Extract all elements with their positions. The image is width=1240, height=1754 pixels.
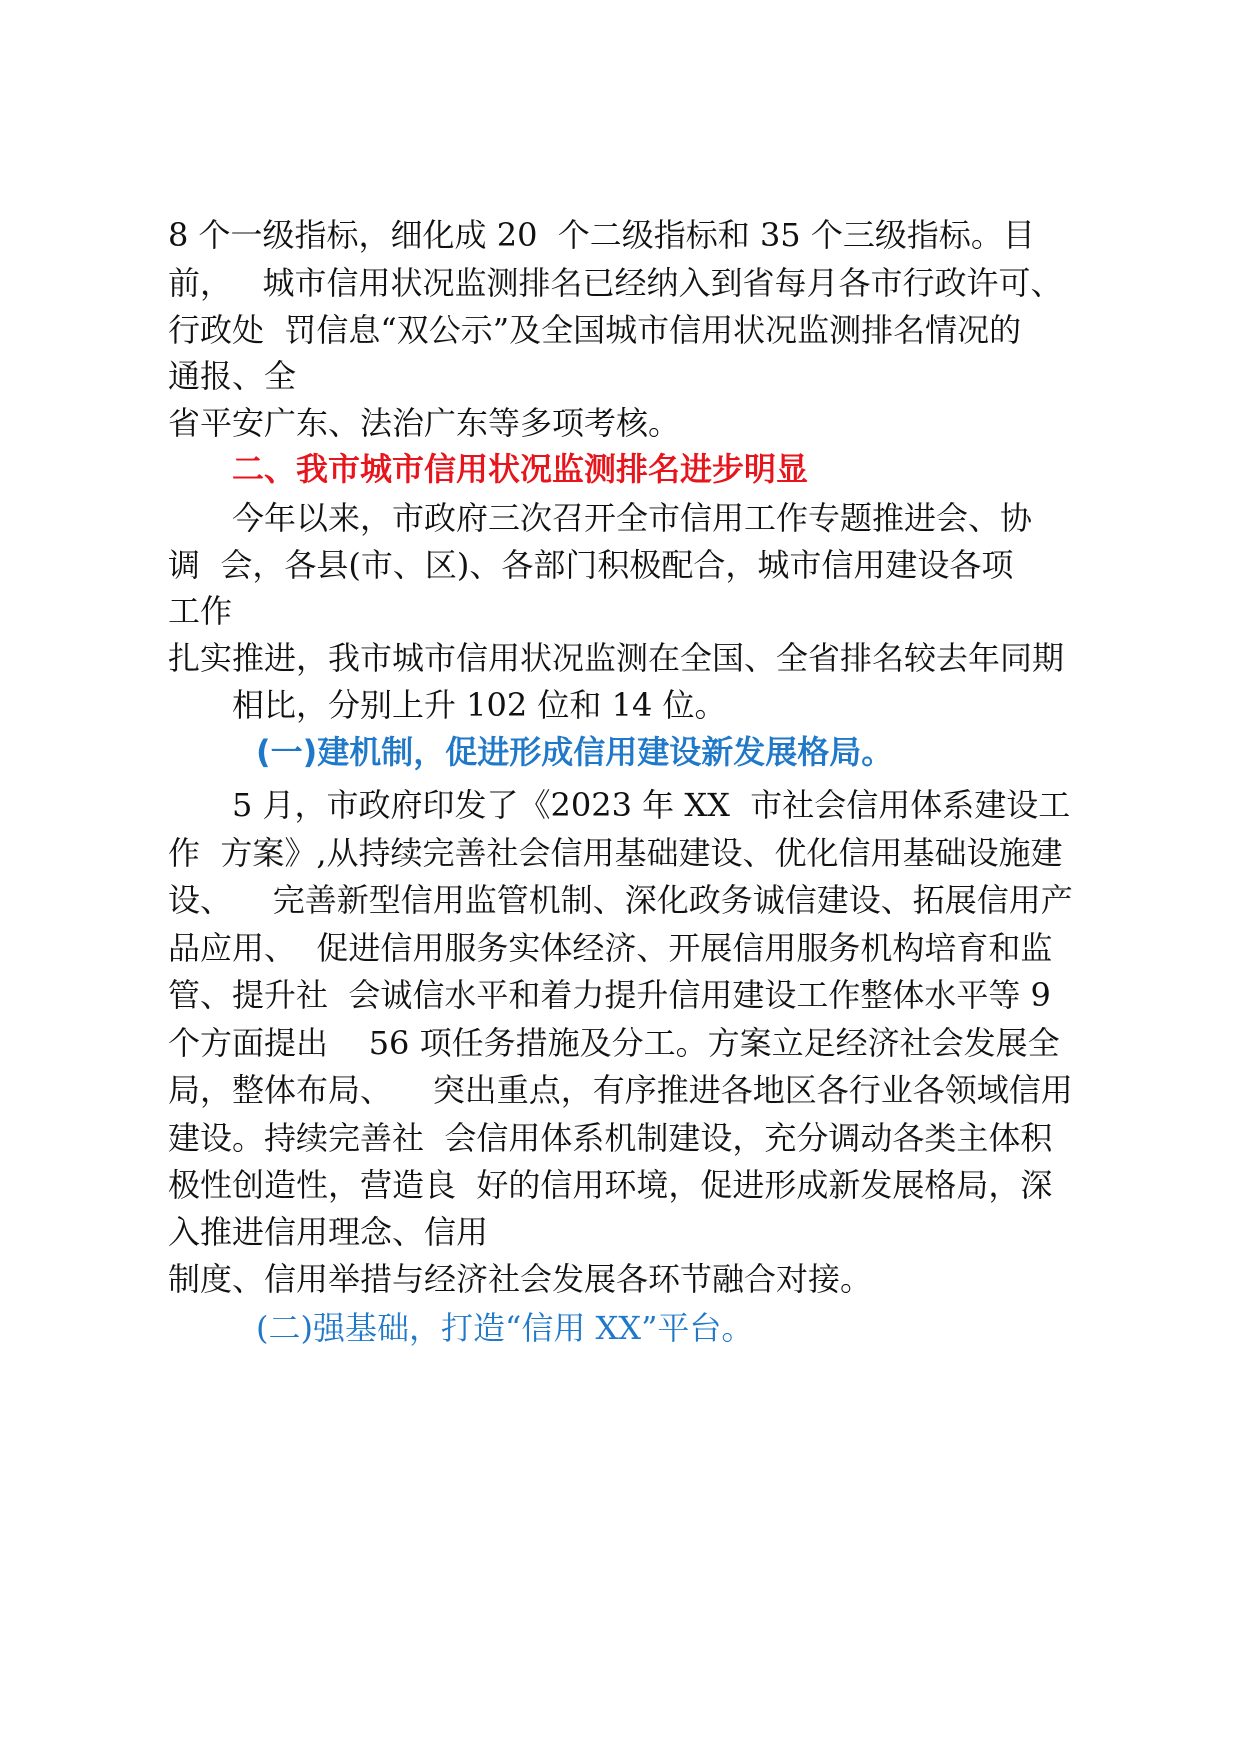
paragraph-line: 品应用、 促进信用服务实体经济、开展信用服务机构培育和监	[168, 929, 1053, 967]
subsection-heading: (一)建机制，促进形成信用建设新发展格局。	[256, 733, 894, 771]
paragraph-line: 工作	[168, 592, 233, 630]
paragraph-line: 行政处 罚信息“双公示”及全国城市信用状况监测排名情况的	[168, 311, 1022, 349]
paragraph-line: 管、提升社 会诚信水平和着力提升信用建设工作整体水平等 9	[168, 976, 1051, 1014]
paragraph-line: 设、 完善新型信用监管机制、深化政务诚信建设、拓展信用产	[168, 881, 1073, 919]
paragraph-line: 调 会，各县(市、区)、各部门积极配合，城市信用建设各项	[168, 546, 1014, 584]
paragraph-line: 前， 城市信用状况监测排名已经纳入到省每月各市行政许可、	[168, 264, 1063, 302]
paragraph-line: 省平安广东、法治广东等多项考核。	[168, 404, 681, 442]
paragraph-line: 作 方案》,从持续完善社会信用基础建设、优化信用基础设施建	[168, 834, 1063, 872]
paragraph-line: 今年以来，市政府三次召开全市信用工作专题推进会、协	[232, 499, 1033, 537]
paragraph-line: 相比，分别上升 102 位和 14 位。	[232, 686, 727, 724]
paragraph-line: 扎实推进，我市城市信用状况监测在全国、全省排名较去年同期	[168, 639, 1065, 677]
paragraph-line: 局，整体布局、 突出重点，有序推进各地区各行业各领域信用	[168, 1071, 1073, 1109]
paragraph-line: 入推进信用理念、信用	[168, 1213, 489, 1251]
paragraph-line: 个方面提出 56 项任务措施及分工。方案立足经济社会发展全	[168, 1024, 1060, 1062]
paragraph-line: 建设。持续完善社 会信用体系机制建设，充分调动各类主体积	[168, 1119, 1053, 1157]
paragraph-line: 制度、信用举措与经济社会发展各环节融合对接。	[168, 1260, 873, 1298]
section-heading: 二、我市城市信用状况监测排名进步明显	[232, 450, 809, 488]
subsection-heading: (二)强基础，打造“信用 XX”平台。	[256, 1309, 754, 1347]
paragraph-line: 通报、全	[168, 357, 297, 395]
paragraph-line: 8 个一级指标，细化成 20 个二级指标和 35 个三级指标。目	[168, 216, 1035, 254]
paragraph-line: 极性创造性，营造良 好的信用环境，促进形成新发展格局，深	[168, 1166, 1053, 1204]
paragraph-line: 5 月，市政府印发了《2023 年 XX 市社会信用体系建设工	[232, 786, 1071, 824]
